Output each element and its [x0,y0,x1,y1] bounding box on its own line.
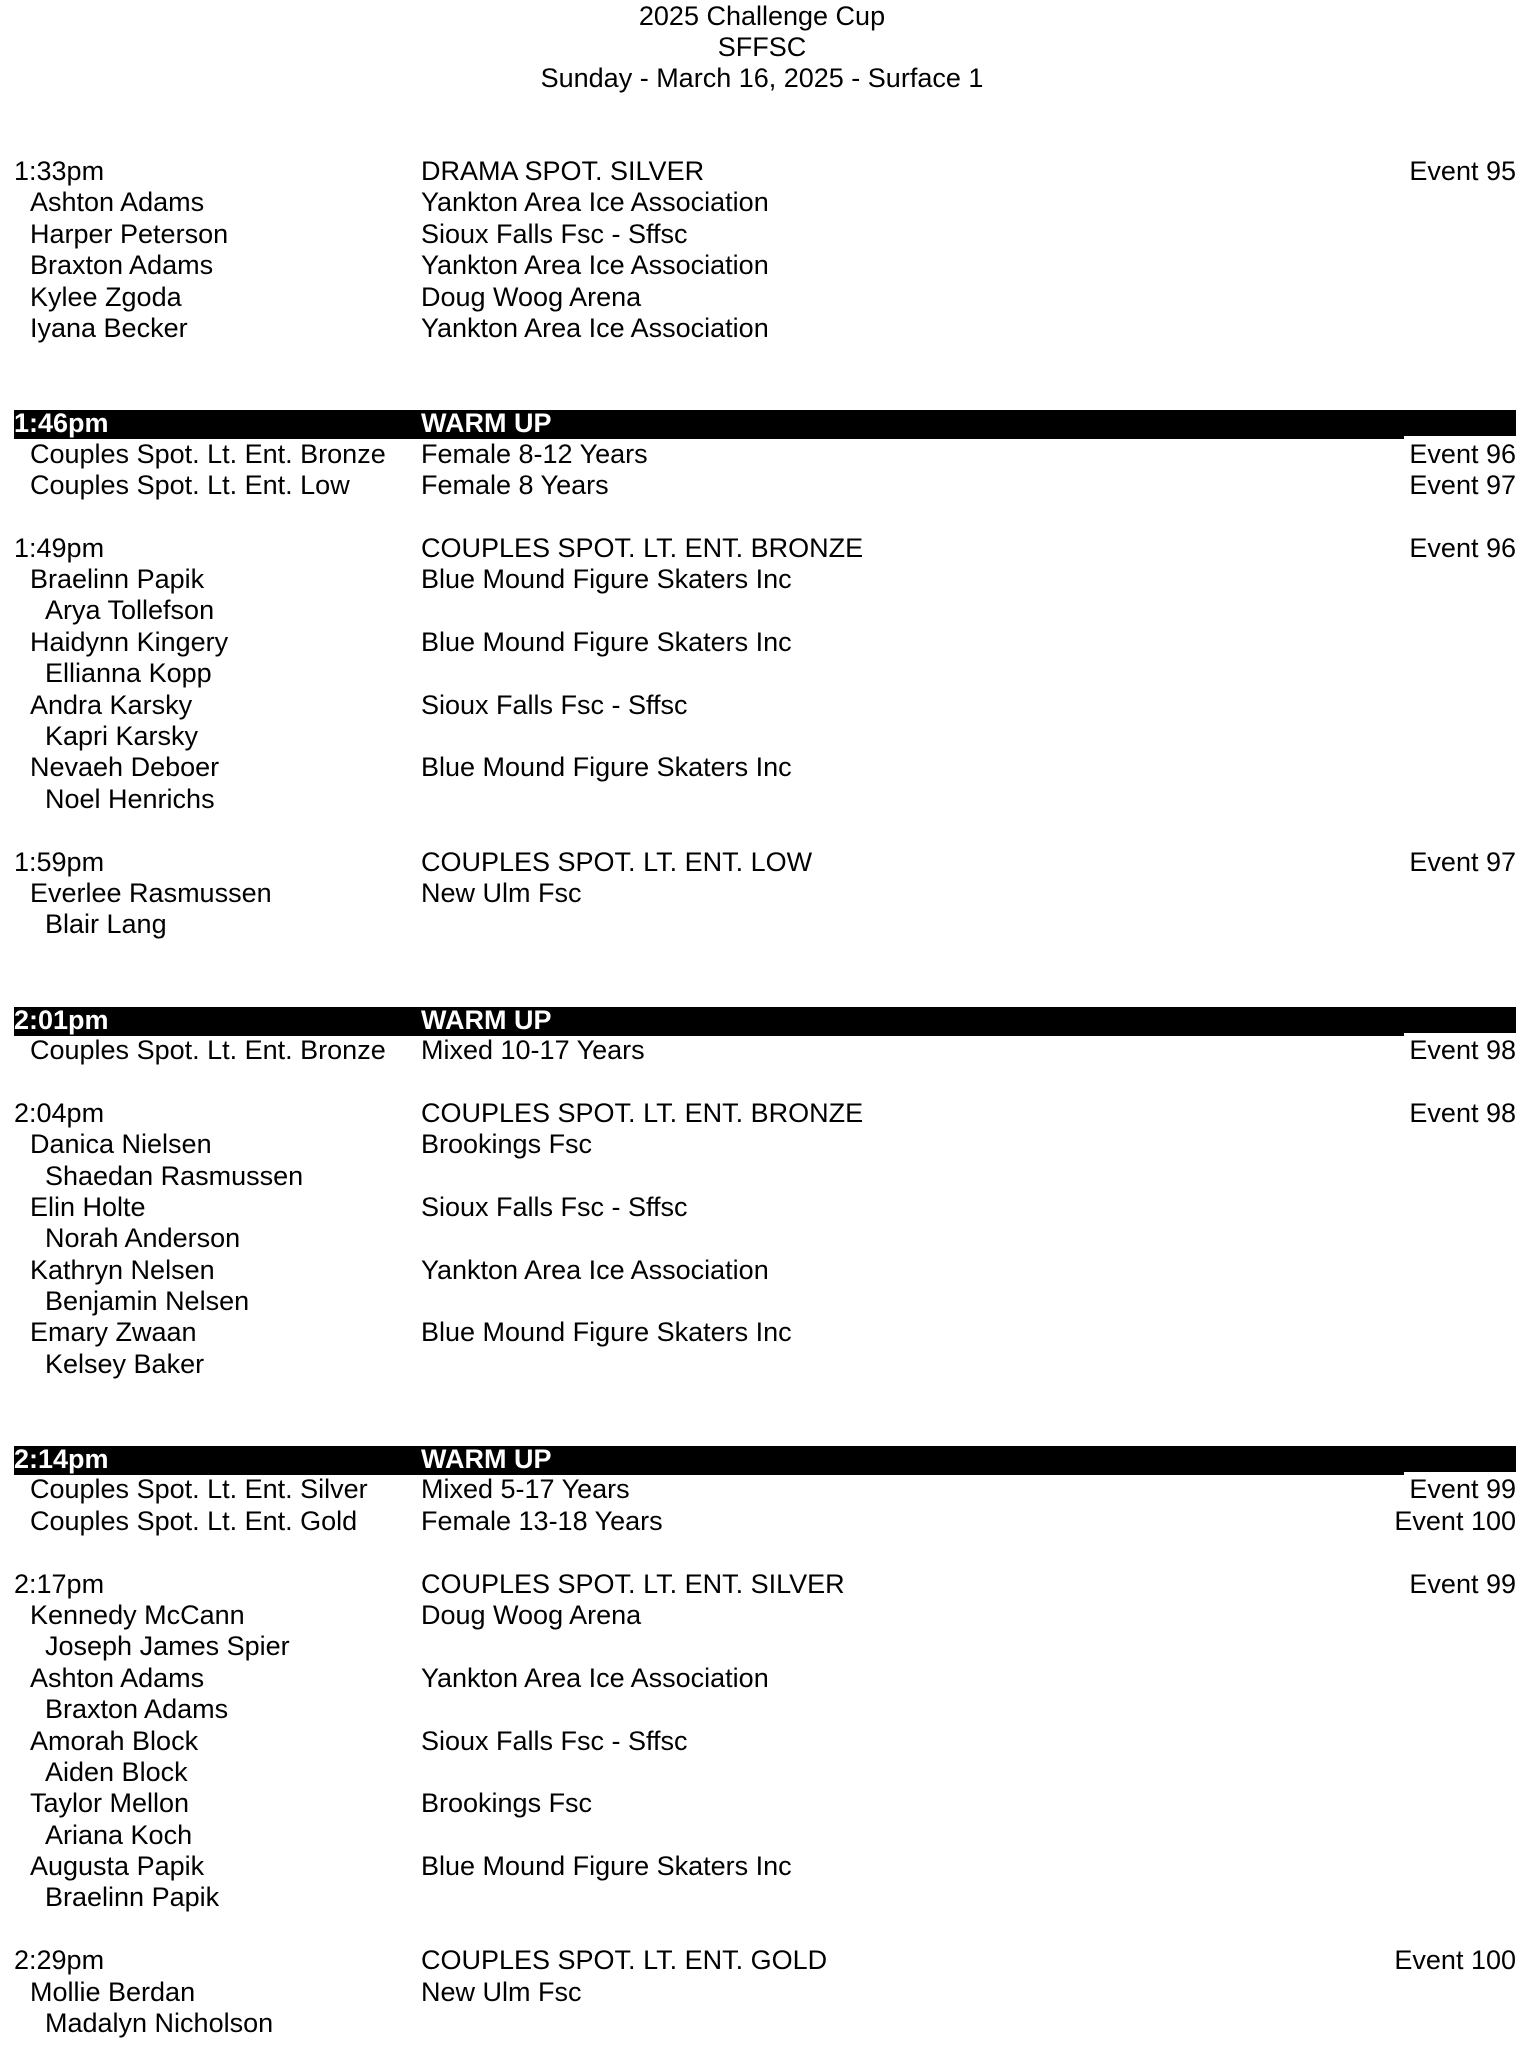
entry-name: Braelinn Papik [30,564,205,595]
warmup-label: WARM UP [421,408,552,439]
schedule-list [0,156,1524,2039]
entry-detail: Yankton Area Ice Association [421,187,769,218]
spacer-row [0,1066,1524,1097]
event-title: COUPLES SPOT. LT. ENT. SILVER [421,1568,845,1599]
entry-row [0,470,1524,501]
warmup-time: 2:01pm [14,1004,109,1035]
entry-detail: Blue Mound Figure Skaters Inc [421,626,792,657]
event-row [0,533,1524,564]
event-title: COUPLES SPOT. LT. ENT. BRONZE [421,1097,864,1128]
entry-name: Kylee Zgoda [30,281,182,312]
partner-row [0,1223,1524,1254]
entry-name: Ashton Adams [30,187,205,218]
entry-detail: Female 8-12 Years [421,438,648,469]
event-number: Event 96 [1409,532,1516,563]
entry-name: Couples Spot. Lt. Ent. Low [30,469,350,500]
entry-row [0,219,1524,250]
entry-row [0,1663,1524,1694]
entry-name: Couples Spot. Lt. Ent. Silver [30,1474,368,1505]
entry-name: Haidynn Kingery [30,626,229,657]
entry-name: Danica Nielsen [30,1129,212,1160]
event-title: DRAMA SPOT. SILVER [421,156,705,186]
event-row [0,156,1524,187]
entry-name: Amorah Block [30,1725,199,1756]
entry-name: Couples Spot. Lt. Ent. Bronze [30,1034,386,1065]
warmup-bar [14,1446,1516,1475]
event-time: 1:59pm [14,846,105,877]
partner-name: Braxton Adams [45,1694,229,1725]
entry-name: Emary Zwaan [30,1317,197,1348]
entry-row [0,282,1524,313]
event-number: Event 97 [1409,846,1516,877]
entry-name: Kennedy McCann [30,1599,245,1630]
entry-row [0,878,1524,909]
partner-row [0,1161,1524,1192]
spacer-row [0,1537,1524,1568]
entry-row [0,1129,1524,1160]
entry-row [0,690,1524,721]
entry-name: Couples Spot. Lt. Ent. Bronze [30,438,386,469]
event-time: 2:17pm [14,1568,105,1599]
entry-row [0,1255,1524,1286]
date-surface-line: Sunday - March 16, 2025 - Surface 1 [540,63,984,93]
warmup-time: 1:46pm [14,408,109,439]
entry-row [0,1192,1524,1223]
spacer-row [0,501,1524,532]
warmup-row [0,1004,1524,1035]
event-number: Event 99 [1409,1474,1516,1505]
partner-row [0,1882,1524,1913]
entry-detail: Mixed 5-17 Years [421,1474,630,1505]
event-time: 1:33pm [14,156,105,186]
partner-name: Benjamin Nelsen [45,1286,250,1317]
partner-row [0,2008,1524,2039]
partner-name: Joseph James Spier [45,1631,290,1662]
partner-name: Arya Tollefson [45,595,215,626]
event-title: COUPLES SPOT. LT. ENT. BRONZE [421,532,864,563]
entry-row [0,1788,1524,1819]
entry-row [0,1977,1524,2008]
entry-detail: Doug Woog Arena [421,1599,642,1630]
entry-detail: Yankton Area Ice Association [421,250,769,281]
warmup-bar [14,410,1516,439]
entry-detail: New Ulm Fsc [421,877,582,908]
entry-name: Harper Peterson [30,218,229,249]
warmup-label: WARM UP [421,1444,552,1475]
entry-name: Elin Holte [30,1191,146,1222]
event-number: Event 98 [1409,1097,1516,1128]
partner-row [0,1820,1524,1851]
entry-row [0,439,1524,470]
partner-row [0,1286,1524,1317]
spacer-row [0,376,1524,407]
spacer-row [0,972,1524,1003]
entry-row [0,1851,1524,1882]
entry-detail: Blue Mound Figure Skaters Inc [421,564,792,595]
warmup-label: WARM UP [421,1004,552,1035]
entry-name: Braxton Adams [30,250,214,281]
event-time: 1:49pm [14,532,105,563]
event-row [0,847,1524,878]
warmup-time: 2:14pm [14,1444,109,1475]
entry-name: Nevaeh Deboer [30,752,220,783]
entry-row [0,1726,1524,1757]
event-time: 2:29pm [14,1945,105,1976]
spacer-row [0,1914,1524,1945]
entry-detail: Female 13-18 Years [421,1505,663,1536]
entry-row [0,564,1524,595]
entry-detail: Blue Mound Figure Skaters Inc [421,1851,792,1882]
partner-row [0,909,1524,940]
warmup-bar [14,1004,1516,1036]
entry-detail: Sioux Falls Fsc - Sffsc [421,689,688,720]
partner-row [0,595,1524,626]
entry-detail: New Ulm Fsc [421,1976,582,2007]
partner-name: Blair Lang [45,909,167,940]
partner-name: Braelinn Papik [45,1882,220,1913]
warmup-row [0,407,1524,438]
event-row [0,1945,1524,1976]
entry-detail: Female 8 Years [421,469,609,500]
entry-detail: Brookings Fsc [421,1788,593,1819]
entry-name: Ashton Adams [30,1662,205,1693]
entry-row [0,1474,1524,1505]
partner-name: Aiden Block [45,1756,188,1787]
entry-name: Couples Spot. Lt. Ent. Gold [30,1505,358,1536]
partner-row [0,1757,1524,1788]
entry-detail: Brookings Fsc [421,1129,593,1160]
partner-name: Ellianna Kopp [45,658,212,689]
event-number: Event 100 [1394,1945,1516,1976]
entry-detail: Mixed 10-17 Years [421,1034,645,1065]
entry-row [0,313,1524,344]
event-number: Event 97 [1409,469,1516,500]
event-number: Event 99 [1409,1568,1516,1599]
event-number: Event 98 [1409,1034,1516,1065]
partner-row [0,721,1524,752]
entry-row [0,627,1524,658]
entry-name: Taylor Mellon [30,1788,190,1819]
entry-detail: Yankton Area Ice Association [421,1662,769,1693]
entry-detail: Sioux Falls Fsc - Sffsc [421,1191,688,1222]
event-title: COUPLES SPOT. LT. ENT. GOLD [421,1945,828,1976]
entry-row [0,1506,1524,1537]
event-title: COUPLES SPOT. LT. ENT. LOW [421,846,813,877]
entry-detail: Sioux Falls Fsc - Sffsc [421,1725,688,1756]
partner-name: Noel Henrichs [45,783,215,814]
document-header [0,0,1524,94]
partner-name: Shaedan Rasmussen [45,1160,304,1191]
entry-detail: Blue Mound Figure Skaters Inc [421,752,792,783]
partner-row [0,1694,1524,1725]
event-row [0,1098,1524,1129]
entry-detail: Doug Woog Arena [421,281,642,312]
entry-detail: Sioux Falls Fsc - Sffsc [421,218,688,249]
entry-row [0,187,1524,218]
partner-name: Madalyn Nicholson [45,2008,274,2039]
entry-detail: Blue Mound Figure Skaters Inc [421,1317,792,1348]
entry-row [0,1035,1524,1066]
entry-name: Iyana Becker [30,312,188,343]
entry-row [0,250,1524,281]
partner-name: Kapri Karsky [45,721,199,752]
entry-detail: Yankton Area Ice Association [421,1254,769,1285]
partner-row [0,1349,1524,1380]
spacer-row [0,941,1524,972]
competition-title: 2025 Challenge Cup [638,1,886,31]
partner-row [0,784,1524,815]
event-row [0,1569,1524,1600]
event-time: 2:04pm [14,1097,105,1128]
partner-name: Kelsey Baker [45,1348,205,1379]
entry-name: Kathryn Nelsen [30,1254,215,1285]
entry-detail: Yankton Area Ice Association [421,312,769,343]
spacer-row [0,815,1524,846]
partner-name: Norah Anderson [45,1223,241,1254]
partner-name: Ariana Koch [45,1819,193,1850]
warmup-row [0,1443,1524,1474]
entry-name: Augusta Papik [30,1851,205,1882]
entry-row [0,752,1524,783]
spacer-row [0,344,1524,375]
entry-row [0,1317,1524,1348]
spacer-row [0,1380,1524,1411]
host-club: SFFSC [717,32,807,62]
partner-row [0,1631,1524,1662]
event-number: Event 95 [1409,156,1516,186]
entry-name: Everlee Rasmussen [30,877,272,908]
partner-row [0,658,1524,689]
event-number: Event 96 [1409,438,1516,469]
entry-name: Andra Karsky [30,689,193,720]
entry-row [0,1600,1524,1631]
entry-name: Mollie Berdan [30,1976,196,2007]
event-number: Event 100 [1394,1505,1516,1536]
spacer-row [0,1412,1524,1443]
